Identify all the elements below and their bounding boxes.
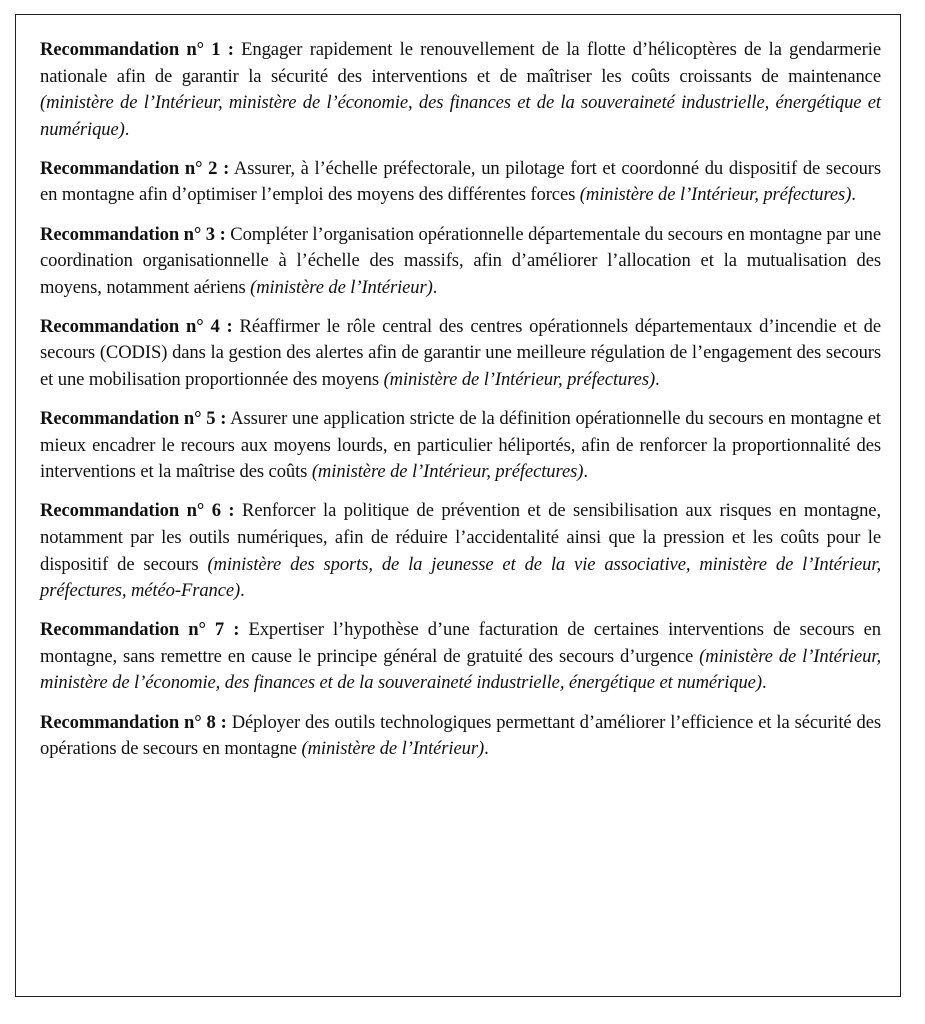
recommendation-5	[40, 406, 881, 486]
recommendation-text: Compléter l’organisation opérationnelle départementale du secours en montagne par une coordination organisationnelle à l’échelle des massifs, afin d’améliorer l’allocation et la mutualisation des moyens, notamment aériens	[40, 223, 882, 298]
recommendation-actors: (ministère de l’Intérieur)	[301, 738, 485, 760]
recommendation-text: Assurer une application stricte de la définition opérationnelle du secours en montagne et mieux encadrer le recours aux moyens lourds, en particulier héliportés, afin de renforcer la proportionnalité des interventions et la maîtrise des coûts	[40, 408, 881, 483]
recommendation-label: Recommandation n° 5 :	[40, 408, 227, 430]
recommendation-text: Assurer, à l’échelle préfectorale, un pilotage fort et coordonné du dispositif de secours en montagne afin d’optimiser l’emploi des moyens des différentes forces	[40, 157, 881, 206]
recommendations-box	[15, 14, 901, 997]
recommendation-1	[40, 37, 881, 143]
recommendation-actors: (ministère des sports, de la jeunesse et de la vie associative, ministère de l’Intérieur, préfectures, météo-France)	[40, 553, 882, 602]
recommendation-label: Recommandation n° 7 :	[40, 619, 240, 641]
recommendation-end: .	[240, 580, 245, 602]
recommendation-label: Recommandation n° 3 :	[40, 223, 226, 245]
recommendations-list	[40, 37, 881, 775]
recommendation-label: Recommandation n° 4 :	[40, 315, 233, 337]
recommendation-3	[40, 222, 881, 302]
recommendation-actors: (ministère de l’Intérieur, préfectures)	[383, 369, 656, 391]
recommendation-end: .	[851, 184, 856, 206]
recommendation-text: Expertiser l’hypothèse d’une facturation de certaines interventions de secours en montagne, sans remettre en cause le principe général de gratuité des secours d’urgence	[40, 619, 881, 667]
recommendation-end: .	[655, 369, 660, 391]
recommendation-text: Réaffirmer le rôle central des centres opérationnels départementaux d’incendie et de secours (CODIS) dans la gestion des alertes afin de garantir une meilleure régulation de l’engagement des secours et une mobilisation proportionnée des moyens	[40, 315, 881, 391]
recommendation-end: .	[583, 461, 588, 483]
recommendation-text: Engager rapidement le renouvellement de la flotte d’hélicoptères de la gendarmerie nationale afin de garantir la sécurité des interventions et de maîtriser les coûts croissants de maintenance	[40, 39, 881, 87]
recommendation-actors: (ministère de l’Intérieur, préfectures)	[579, 184, 852, 206]
recommendation-7	[40, 617, 881, 697]
recommendation-label: Recommandation n° 1 :	[40, 39, 234, 60]
recommendation-actors: (ministère de l’Intérieur, ministère de l’économie, des finances et de la souveraineté industrielle, énergétique et numérique)	[40, 645, 881, 694]
recommendation-4	[40, 314, 881, 394]
recommendation-end: .	[484, 738, 489, 760]
recommendation-text: Déployer des outils technologiques permettant d’améliorer l’efficience et la sécurité des opérations de secours en montagne	[40, 711, 882, 760]
recommendation-text: Renforcer la politique de prévention et de sensibilisation aux risques en montagne, notamment par les outils numériques, afin de réduire l’accidentalité ainsi que la pression et les coûts pour le dispositif de secours	[40, 500, 881, 575]
recommendation-end: .	[432, 276, 438, 298]
recommendation-8	[40, 710, 881, 763]
recommendation-2	[40, 156, 881, 209]
recommendation-actors: (ministère de l’Intérieur, préfectures)	[311, 461, 584, 483]
recommendation-actors: (ministère de l’Intérieur, ministère de l’économie, des finances et de la souveraineté industrielle, énergétique et numérique)	[40, 92, 881, 140]
recommendation-label: Recommandation n° 6 :	[40, 500, 235, 522]
recommendation-end: .	[124, 118, 130, 140]
recommendation-6	[40, 498, 881, 604]
recommendation-end: .	[761, 672, 767, 694]
recommendation-label: Recommandation n° 8 :	[40, 711, 227, 733]
recommendation-actors: (ministère de l’Intérieur)	[250, 276, 433, 298]
recommendation-label: Recommandation n° 2 :	[40, 157, 230, 179]
